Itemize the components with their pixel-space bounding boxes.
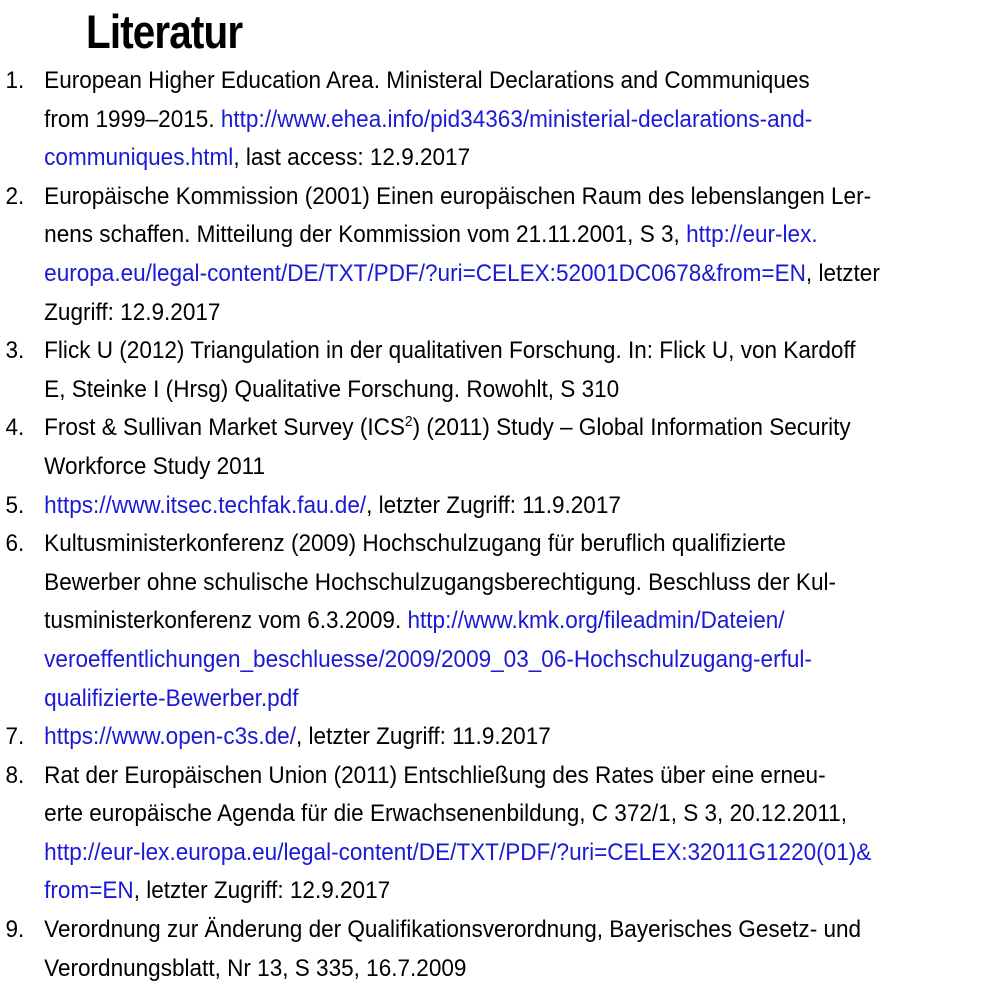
reference-line xyxy=(44,950,863,989)
reference-text: Verordnungsblatt, Nr 13, S 335, 16.7.2009 xyxy=(44,954,467,982)
reference-link[interactable]: http://eur-lex.europa.eu/legal-content/DE/TXT/PDF/?uri=CELEX:32011G1220(01)& xyxy=(44,838,872,866)
reference-link[interactable]: http://www.ehea.info/pid34363/ministerial-declarations-and- xyxy=(220,105,813,133)
page-title: Literatur xyxy=(86,5,243,58)
reference-text: , letzter Zugriff: 11.9.2017 xyxy=(366,491,621,519)
reference-text: nens schaffen. Mitteilung der Kommission vom 21.11.2001, S 3, xyxy=(44,221,687,249)
reference-link[interactable]: europa.eu/legal-content/DE/TXT/PDF/?uri=CELEX:52001DC0678&from=EN xyxy=(44,259,806,287)
reference-link[interactable]: communiques.html xyxy=(44,144,234,172)
reference-line xyxy=(44,294,863,333)
reference-text: from 1999–2015. xyxy=(44,105,221,133)
reference-number: 5. xyxy=(5,491,25,519)
reference-line xyxy=(44,409,863,448)
reference-item xyxy=(0,525,863,718)
reference-link[interactable]: veroeffentlichungen_beschluesse/2009/2009_03_06-Hochschulzugang-erful- xyxy=(44,645,812,673)
reference-text: Europäische Kommission (2001) Einen europäischen Raum des lebenslangen Ler- xyxy=(44,182,872,210)
reference-line xyxy=(44,872,863,911)
reference-text: Kultusministerkonferenz (2009) Hochschulzugang für beruflich qualifizierte xyxy=(44,530,786,558)
reference-text: , letzter xyxy=(805,259,880,287)
reference-link[interactable]: http://www.kmk.org/fileadmin/Dateien/ xyxy=(407,607,785,635)
reference-item xyxy=(0,718,863,757)
reference-item xyxy=(0,757,872,911)
reference-item xyxy=(0,178,880,332)
reference-number: 6. xyxy=(5,530,25,558)
reference-link[interactable]: https://www.open-c3s.de/ xyxy=(44,723,296,751)
reference-text: Bewerber ohne schulische Hochschulzugangsberechtigung. Beschluss der Kul- xyxy=(44,568,837,596)
reference-line xyxy=(44,139,863,178)
reference-line xyxy=(44,602,863,641)
reference-item xyxy=(0,62,863,178)
reference-link[interactable]: http://eur-lex. xyxy=(686,221,818,249)
reference-number: 4. xyxy=(5,414,25,442)
reference-text: E, Steinke I (Hrsg) Qualitative Forschung. Rowohlt, S 310 xyxy=(44,375,620,403)
reference-text: , last access: 12.9.2017 xyxy=(233,144,471,172)
reference-line xyxy=(44,564,863,603)
reference-text: erte europäische Agenda für die Erwachsenenbildung, C 372/1, S 3, 20.12.2011, xyxy=(44,800,847,828)
reference-item xyxy=(0,409,863,486)
superscript: 2 xyxy=(404,413,413,431)
reference-line xyxy=(44,371,863,410)
reference-line xyxy=(44,525,863,564)
reference-text: Zugriff: 12.9.2017 xyxy=(44,298,221,326)
reference-number: 3. xyxy=(5,337,25,365)
reference-line xyxy=(44,757,863,796)
reference-text: , letzter Zugriff: 12.9.2017 xyxy=(133,877,391,905)
reference-line xyxy=(44,448,863,487)
reference-line xyxy=(44,216,863,255)
reference-line xyxy=(44,487,863,526)
reference-link[interactable]: qualifizierte-Bewerber.pdf xyxy=(44,684,299,712)
reference-item xyxy=(0,332,863,409)
reference-line xyxy=(44,680,863,719)
reference-text: ) (2011) Study – Global Information Security xyxy=(412,414,851,442)
reference-line xyxy=(44,641,863,680)
reference-text: Rat der Europäischen Union (2011) Entschließung des Rates über eine erneu- xyxy=(44,761,826,789)
reference-line xyxy=(44,178,872,217)
reference-list xyxy=(0,62,982,988)
reference-item xyxy=(0,911,863,988)
reference-number: 2. xyxy=(5,182,25,210)
reference-item xyxy=(0,487,863,526)
reference-line xyxy=(44,101,863,140)
reference-link[interactable]: from=EN xyxy=(44,877,134,905)
reference-line xyxy=(44,911,863,950)
reference-number: 9. xyxy=(5,916,25,944)
reference-line xyxy=(44,834,872,873)
reference-number: 1. xyxy=(5,67,25,94)
reference-line xyxy=(44,332,863,371)
reference-text: Flick U (2012) Triangulation in der qualitativen Forschung. In: Flick U, von Kardoff xyxy=(44,337,856,365)
reference-line xyxy=(44,62,863,101)
reference-number: 8. xyxy=(5,761,25,789)
reference-text: , letzter Zugriff: 11.9.2017 xyxy=(295,723,551,751)
reference-text: tusministerkonferenz vom 6.3.2009. xyxy=(44,607,408,635)
reference-link[interactable]: https://www.itsec.techfak.fau.de/ xyxy=(44,491,367,519)
reference-text: European Higher Education Area. Ministeral Declarations and Communiques xyxy=(44,67,810,94)
reference-line xyxy=(44,795,863,834)
reference-text: Workforce Study 2011 xyxy=(44,452,266,480)
reference-line xyxy=(44,718,863,757)
reference-number: 7. xyxy=(5,723,25,751)
reference-text: Frost & Sullivan Market Survey (ICS xyxy=(44,414,405,442)
reference-text: Verordnung zur Änderung der Qualifikationsverordnung, Bayerisches Gesetz- und xyxy=(44,916,862,944)
reference-line xyxy=(44,255,880,294)
